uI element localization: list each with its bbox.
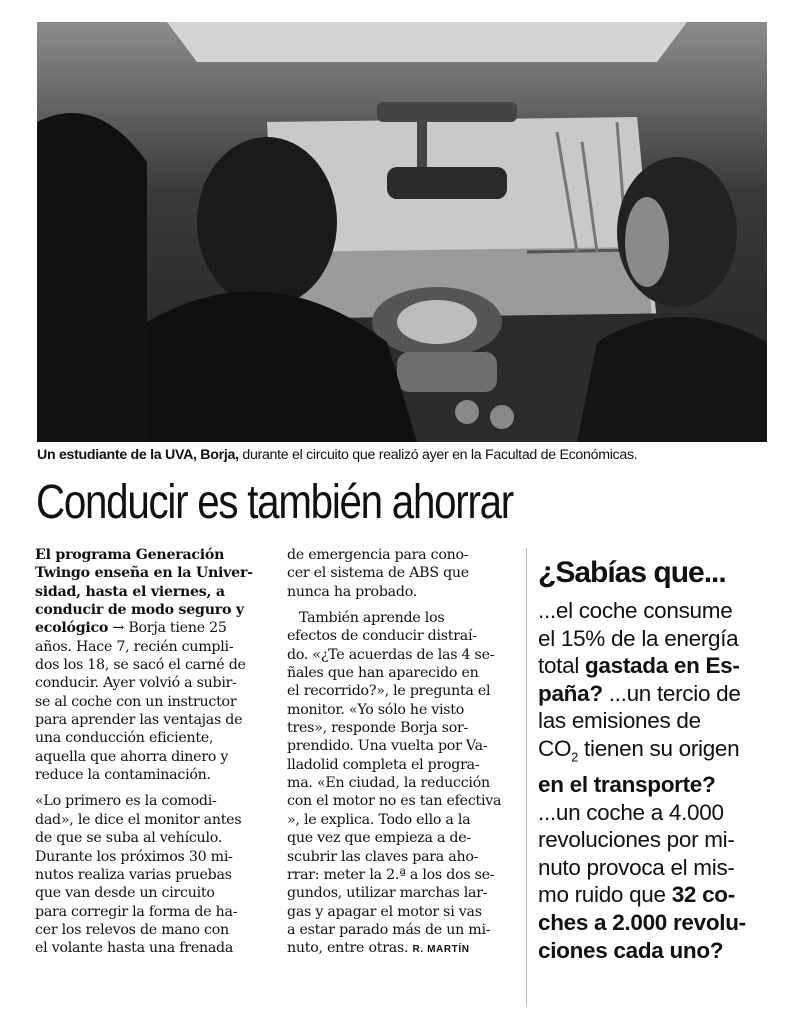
sidebar-text: ...un tercio de bbox=[602, 680, 741, 706]
body-line: se al coche con un instructor bbox=[35, 693, 237, 710]
body-line: efectos de conducir distraí- bbox=[287, 628, 477, 645]
body-line: conducir. Ayer volvió a subir- bbox=[35, 675, 237, 692]
sidebar-text: total bbox=[538, 653, 585, 679]
body-line: que vez que empieza a de- bbox=[287, 830, 471, 847]
body-line: rrar: meter la 2.ª a los dos se- bbox=[287, 866, 495, 883]
sidebar-line: revoluciones por mi- bbox=[538, 827, 735, 853]
body-line: reduce la contaminación. bbox=[35, 767, 211, 784]
sidebar-line: las emisiones de bbox=[538, 708, 701, 734]
lead-tail: → Borja tiene 25 bbox=[108, 620, 227, 637]
body-line: que van desde un circuito bbox=[35, 885, 215, 902]
body-line: También aprende los bbox=[299, 610, 445, 627]
body-line: aquella que ahorra dinero y bbox=[35, 748, 229, 765]
body-line: de emergencia para cono- bbox=[287, 547, 469, 563]
body-line: nutos realiza varias pruebas bbox=[35, 866, 232, 883]
sidebar-title: ¿Sabías que... bbox=[538, 556, 726, 589]
body-line: monitor. «Yo sólo he visto bbox=[287, 701, 465, 718]
lead-line: Twingo enseña en la Univer- bbox=[35, 565, 253, 582]
body-line: para aprender las ventajas de bbox=[35, 712, 243, 729]
caption-text: durante el circuito que realizó ayer en la Facultad de Económicas. bbox=[238, 447, 638, 463]
body-line: tres», responde Borja sor- bbox=[287, 720, 469, 737]
author-signature: R. MARTÍN bbox=[412, 944, 470, 956]
sidebar-line: ...un coche a 4.000 bbox=[538, 799, 724, 825]
body-line: el recorrido?», le pregunta el bbox=[287, 683, 491, 700]
body-line: ñales que han aparecido en bbox=[287, 665, 479, 682]
body-line: ma. «En ciudad, la reducción bbox=[287, 775, 490, 792]
body-line: nunca ha probado. bbox=[287, 583, 418, 600]
body-line: «Lo primero es la comodi- bbox=[35, 793, 217, 810]
body-line: cer los relevos de mano con bbox=[35, 921, 229, 938]
sidebar-bold: ciones cada uno? bbox=[538, 937, 724, 963]
body-line: dos los 18, se sacó el carné de bbox=[35, 657, 246, 674]
body-line: », le explica. Todo ello a la bbox=[287, 811, 471, 828]
sidebar-text: mo ruido que bbox=[538, 882, 672, 908]
body-line: una conducción eficiente, bbox=[35, 730, 214, 747]
body-line: gundos, utilizar marchas lar- bbox=[287, 885, 488, 902]
body-line: gas y apagar el motor si vas bbox=[287, 903, 482, 920]
sidebar-bold: paña? bbox=[538, 680, 603, 706]
sidebar-subscript: 2 bbox=[571, 749, 579, 765]
body-line: prendido. Una vuelta por Va- bbox=[287, 738, 488, 755]
lead-line: sidad, hasta el viernes, a bbox=[35, 583, 225, 600]
photo-illustration bbox=[37, 22, 767, 442]
sidebar-text: tienen su origen bbox=[578, 735, 740, 761]
body-line: Durante los próximos 30 mi- bbox=[35, 848, 233, 865]
sidebar-line: nuto provoca el mis- bbox=[538, 854, 735, 880]
lead-line: ecológico bbox=[35, 620, 109, 637]
body-line: scubrir las claves para aho- bbox=[287, 848, 479, 865]
sidebar-sabias-que bbox=[538, 556, 778, 964]
body-line: a estar parado más de un mi- bbox=[287, 921, 491, 938]
body-line: el volante hasta una frenada bbox=[35, 940, 234, 957]
body-line: lladolid completa el progra- bbox=[287, 756, 480, 773]
body-line: nuto, entre otras. bbox=[287, 940, 409, 957]
body-line: dad», le dice el monitor antes bbox=[35, 811, 242, 828]
article-column-1 bbox=[35, 546, 273, 958]
body-line: para corregir la forma de ha- bbox=[35, 903, 238, 920]
body-line: con el motor no es tan efectiva bbox=[287, 793, 502, 810]
column-divider bbox=[526, 548, 527, 1006]
lead-line: conducir de modo seguro y bbox=[35, 602, 244, 619]
headline: Conducir es también ahorrar bbox=[36, 476, 513, 529]
article-column-2 bbox=[287, 546, 525, 960]
sidebar-bold: ches a 2.000 revolu- bbox=[538, 910, 746, 936]
lead-line: El programa Generación bbox=[35, 547, 225, 563]
caption-bold: Un estudiante de la UVA, Borja, bbox=[37, 447, 239, 463]
sidebar-bold: en el transporte? bbox=[538, 772, 716, 798]
body-line: de que se suba al vehículo. bbox=[35, 830, 223, 847]
body-line: años. Hace 7, recién cumpli- bbox=[35, 638, 234, 655]
body-line: cer el sistema de ABS que bbox=[287, 565, 469, 582]
body-line: do. «¿Te acuerdas de las 4 se- bbox=[287, 646, 495, 663]
photo-caption bbox=[37, 446, 777, 464]
sidebar-bold: gastada en Es- bbox=[584, 653, 740, 679]
sidebar-text: CO bbox=[538, 735, 572, 761]
car-interior-photo bbox=[37, 22, 767, 442]
sidebar-line: ...el coche consume bbox=[538, 598, 733, 623]
sidebar-bold: 32 co- bbox=[671, 882, 735, 908]
sidebar-line: el 15% de la energía bbox=[538, 625, 739, 651]
